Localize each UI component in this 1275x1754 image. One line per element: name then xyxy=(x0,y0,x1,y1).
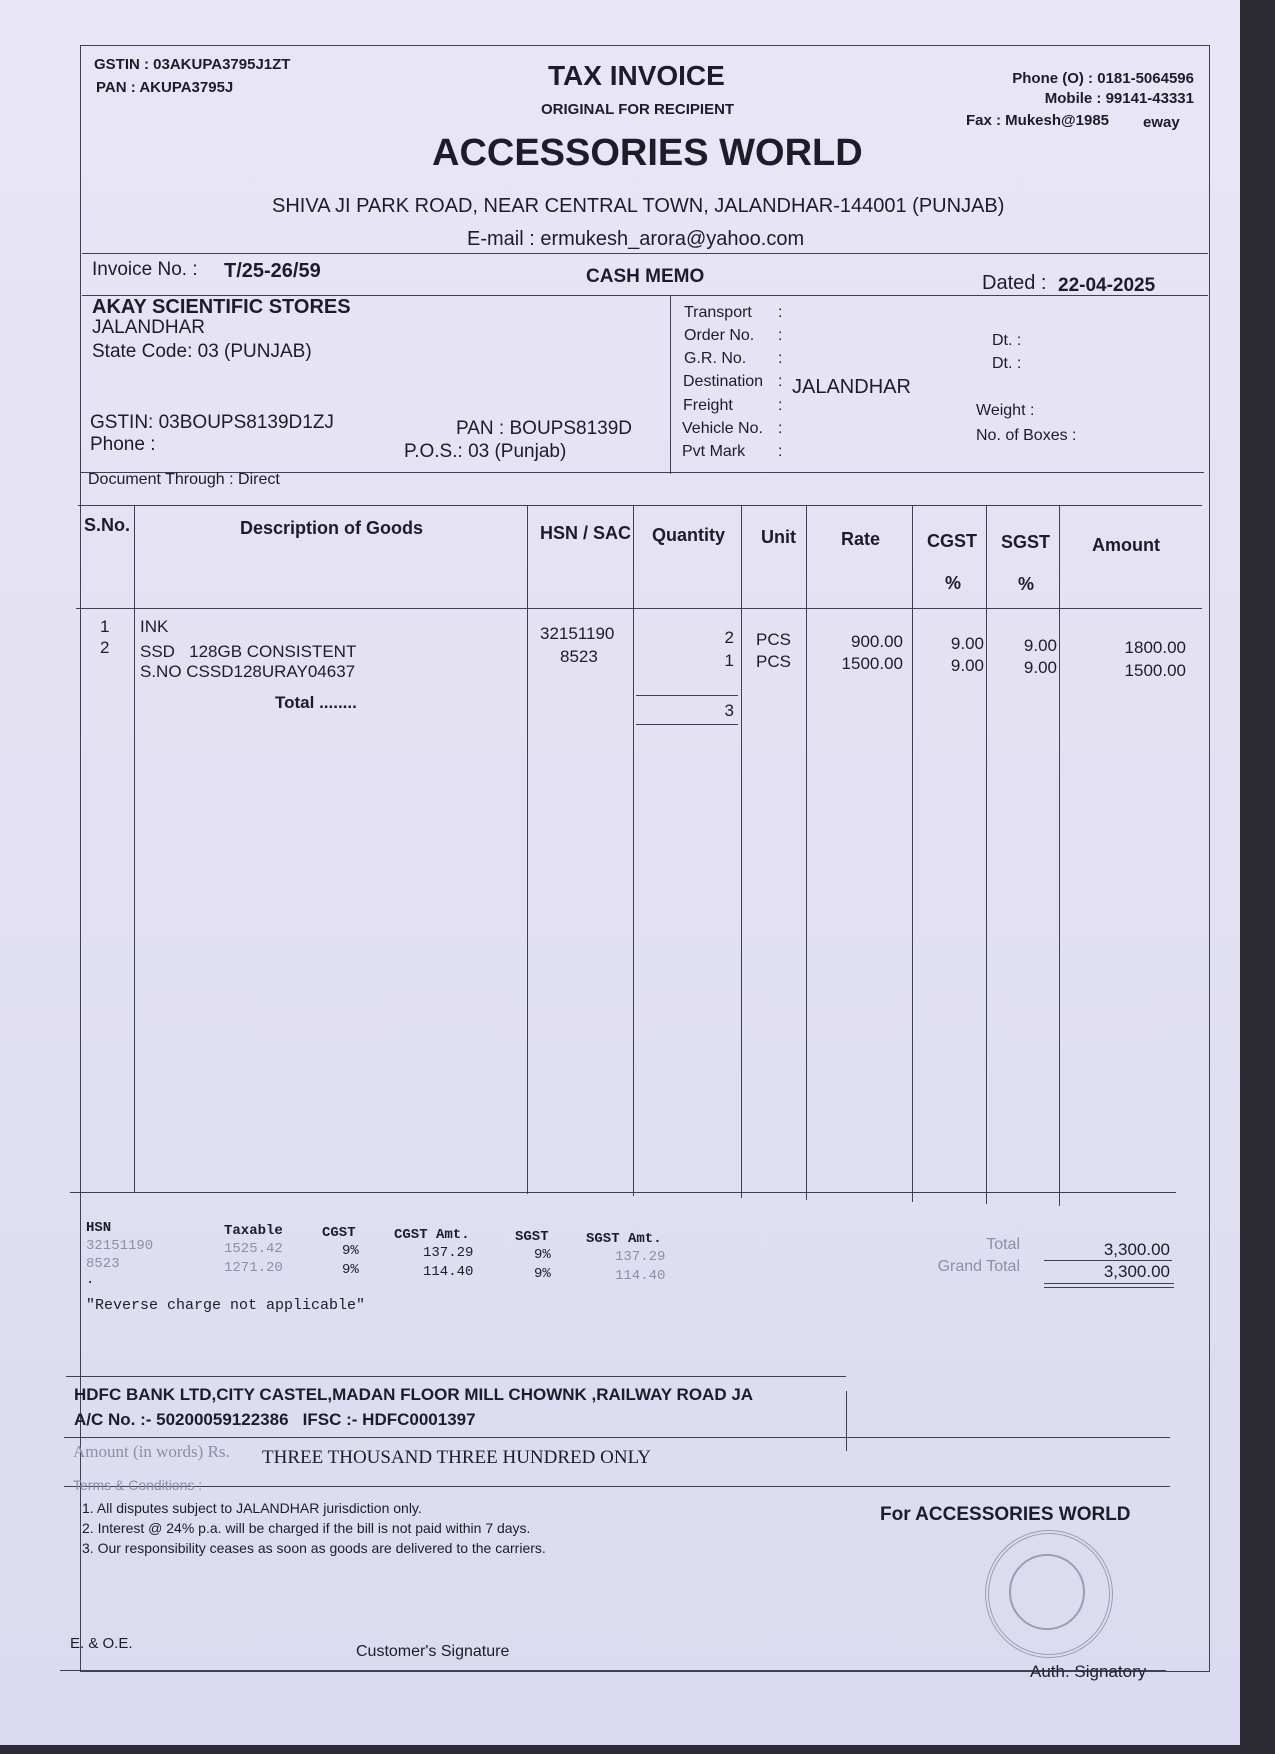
destination-value: JALANDHAR xyxy=(792,376,911,398)
bank-details: HDFC BANK LTD,CITY CASTEL,MADAN FLOOR MILL CHOWNK ,RAILWAY ROAD JA xyxy=(74,1385,754,1404)
divider-line xyxy=(66,1376,846,1377)
buyer-divider xyxy=(670,296,671,474)
tax-row1-taxable: 1525.42 xyxy=(224,1241,283,1257)
row1-qty: 2 xyxy=(724,628,734,647)
term-2: 2. Interest @ 24% p.a. will be charged if the bill is not paid within 7 days. xyxy=(82,1520,531,1536)
dated-label: Dated : xyxy=(982,272,1047,294)
colon-mark: : xyxy=(778,304,783,321)
tax-header-cgst: CGST xyxy=(322,1225,356,1241)
row2-unit: PCS xyxy=(756,652,791,671)
document-through: Document Through : Direct xyxy=(88,471,280,488)
tax-row2-hsn: 8523 xyxy=(86,1256,120,1272)
row1-amount: 1800.00 xyxy=(1124,638,1186,657)
col-header-sgst-pct: % xyxy=(1018,574,1035,594)
divider-line xyxy=(64,1437,1170,1438)
table-header-bottom xyxy=(76,608,1202,609)
transport-label: Transport xyxy=(684,304,752,321)
row1-cgst: 9.00 xyxy=(950,634,984,653)
amount-words-value: THREE THOUSAND THREE HUNDRED ONLY xyxy=(262,1447,651,1468)
row2-desc: SSD 128GB CONSISTENT xyxy=(140,642,357,661)
row1-unit: PCS xyxy=(756,630,791,649)
reverse-charge-note: "Reverse charge not applicable" xyxy=(86,1297,366,1314)
col-header-unit: Unit xyxy=(761,527,796,547)
invoice-no-value: T/25-26/59 xyxy=(224,260,321,282)
tax-header-taxable: Taxable xyxy=(224,1223,283,1239)
row2-amount: 1500.00 xyxy=(1124,661,1186,680)
divider-line xyxy=(82,253,1208,254)
amount-words-label: Amount (in words) Rs. xyxy=(73,1442,230,1461)
col-header-hsn: HSN / SAC xyxy=(540,523,632,543)
colon-mark: : xyxy=(778,420,783,437)
buyer-city: JALANDHAR xyxy=(92,317,205,338)
auth-signatory-label: Auth. Signatory xyxy=(1030,1662,1147,1681)
bottom-line xyxy=(60,1670,1166,1671)
grand-total-label: Grand Total xyxy=(937,1258,1020,1275)
total-qty-bottom-line xyxy=(636,724,738,725)
bank-account: A/C No. :- 50200059122386 IFSC :- HDFC0001397 xyxy=(74,1410,476,1429)
summary-total-label: Total xyxy=(986,1236,1020,1253)
tax-row2-cgst-amt: 114.40 xyxy=(423,1264,474,1280)
col-header-rate: Rate xyxy=(841,529,881,549)
tax-row1-sgst-amt: 137.29 xyxy=(615,1249,666,1265)
order-no-label: Order No. xyxy=(684,327,755,344)
total-qty-top-line xyxy=(636,695,738,696)
row2-desc-serial: S.NO CSSD128URAY04637 xyxy=(140,662,356,681)
col-header-sno: S.No. xyxy=(84,515,131,535)
colon-mark: : xyxy=(778,373,783,390)
divider-line xyxy=(64,1486,1170,1487)
company-address: SHIVA JI PARK ROAD, NEAR CENTRAL TOWN, JALANDHAR-144001 (PUNJAB) xyxy=(272,195,1005,217)
freight-label: Freight xyxy=(683,397,733,414)
col-header-qty: Quantity xyxy=(652,525,726,545)
buyer-state: State Code: 03 (PUNJAB) xyxy=(92,341,312,362)
seller-fax: Fax : Mukesh@1985 xyxy=(966,112,1110,129)
dated-value: 22-04-2025 xyxy=(1058,275,1156,296)
row2-rate: 1500.00 xyxy=(841,654,903,673)
row2-hsn: 8523 xyxy=(560,647,598,666)
company-email: E-mail : ermukesh_arora@yahoo.com xyxy=(467,228,805,250)
divider-line xyxy=(78,505,1202,506)
col-divider xyxy=(134,506,135,1192)
invoice-title: TAX INVOICE xyxy=(548,60,725,91)
colon-mark: : xyxy=(778,327,783,344)
eoe-label: E. & O.E. xyxy=(70,1635,133,1652)
grand-total-underline-1 xyxy=(1044,1283,1174,1284)
colon-mark: : xyxy=(778,397,783,414)
destination-label: Destination xyxy=(683,373,764,390)
col-header-sgst: SGST xyxy=(1001,532,1051,552)
total-underline xyxy=(1044,1260,1172,1261)
row2-sgst: 9.00 xyxy=(1023,658,1057,677)
col-divider xyxy=(1059,506,1060,1206)
row1-hsn: 32151190 xyxy=(540,624,615,643)
seller-mobile: Mobile : 99141-43331 xyxy=(1044,90,1194,107)
table-bottom xyxy=(70,1192,1176,1193)
col-divider xyxy=(527,506,528,1194)
cash-memo-label: CASH MEMO xyxy=(586,266,705,287)
col-header-cgst-pct: % xyxy=(945,573,962,593)
term-1: 1. All disputes subject to JALANDHAR jurisdiction only. xyxy=(82,1500,422,1516)
boxes-label: No. of Boxes : xyxy=(976,427,1077,444)
buyer-gstin: GSTIN: 03BOUPS8139D1ZJ xyxy=(90,412,334,433)
order-date-label: Dt. : xyxy=(992,332,1022,349)
gr-no-label: G.R. No. xyxy=(684,350,747,367)
items-total-label: Total ........ xyxy=(275,693,357,712)
terms-title: Terms & Conditions : xyxy=(73,1477,203,1493)
row1-rate: 900.00 xyxy=(851,632,903,651)
buyer-pan: PAN : BOUPS8139D xyxy=(456,418,633,439)
col-header-desc: Description of Goods xyxy=(240,518,424,538)
summary-total-value: 3,300.00 xyxy=(1103,1240,1170,1259)
row1-sgst: 9.00 xyxy=(1023,636,1057,655)
tax-row1-sgst: 9% xyxy=(534,1247,551,1263)
tax-header-cgst-amt: CGST Amt. xyxy=(394,1227,470,1243)
col-divider xyxy=(912,506,913,1202)
col-divider xyxy=(986,506,987,1204)
row2-sno: 2 xyxy=(100,638,110,657)
pvt-mark-label: Pvt Mark xyxy=(682,443,746,460)
bank-box-right xyxy=(846,1391,847,1451)
col-header-cgst: CGST xyxy=(927,531,978,551)
col-divider xyxy=(806,506,807,1200)
seller-phone: Phone (O) : 0181-5064596 xyxy=(1012,70,1194,87)
buyer-phone: Phone : xyxy=(90,434,156,455)
seller-pan: PAN : AKUPA3795J xyxy=(96,79,234,96)
tax-header-sgst-amt: SGST Amt. xyxy=(586,1231,662,1247)
for-company-label: For ACCESSORIES WORLD xyxy=(880,1504,1131,1525)
gr-date-label: Dt. : xyxy=(992,355,1022,372)
grand-total-value: 3,300.00 xyxy=(1103,1262,1170,1281)
buyer-name: AKAY SCIENTIFIC STORES xyxy=(92,296,351,318)
items-total-qty: 3 xyxy=(724,701,734,720)
customer-signature-label: Customer's Signature xyxy=(356,1643,510,1660)
tax-row1-cgst: 9% xyxy=(342,1243,359,1259)
colon-mark: : xyxy=(778,443,783,460)
company-stamp xyxy=(985,1530,1113,1658)
vehicle-no-label: Vehicle No. xyxy=(682,420,763,437)
term-3: 3. Our responsibility ceases as soon as goods are delivered to the carriers. xyxy=(82,1540,546,1556)
invoice-subtitle: ORIGINAL FOR RECIPIENT xyxy=(541,101,735,118)
tax-header-sgst: SGST xyxy=(515,1229,549,1245)
eway-label: eway xyxy=(1143,114,1180,131)
col-divider xyxy=(741,506,742,1198)
grand-total-underline-2 xyxy=(1044,1287,1174,1288)
invoice-no-label: Invoice No. : xyxy=(92,259,198,280)
buyer-pos: P.O.S.: 03 (Punjab) xyxy=(404,441,567,462)
col-divider xyxy=(633,506,634,1196)
row2-cgst: 9.00 xyxy=(950,656,984,675)
row1-sno: 1 xyxy=(100,617,110,636)
row2-qty: 1 xyxy=(724,651,734,670)
tax-row2-taxable: 1271.20 xyxy=(224,1260,283,1276)
colon-mark: : xyxy=(778,350,783,367)
tax-row1-hsn: 32151190 xyxy=(86,1238,154,1254)
tax-row2-sgst: 9% xyxy=(534,1266,551,1282)
tax-header-hsn: HSN xyxy=(86,1220,112,1236)
tax-dot: . xyxy=(86,1272,95,1288)
col-header-amount: Amount xyxy=(1092,535,1160,555)
stamp-inner-ring xyxy=(1009,1554,1085,1630)
company-name: ACCESSORIES WORLD xyxy=(432,132,863,174)
tax-row1-cgst-amt: 137.29 xyxy=(423,1245,474,1261)
tax-row2-sgst-amt: 114.40 xyxy=(615,1268,666,1284)
seller-gstin: GSTIN : 03AKUPA3795J1ZT xyxy=(94,56,291,73)
row1-desc: INK xyxy=(140,617,169,636)
tax-row2-cgst: 9% xyxy=(342,1262,359,1278)
weight-label: Weight : xyxy=(976,402,1035,419)
